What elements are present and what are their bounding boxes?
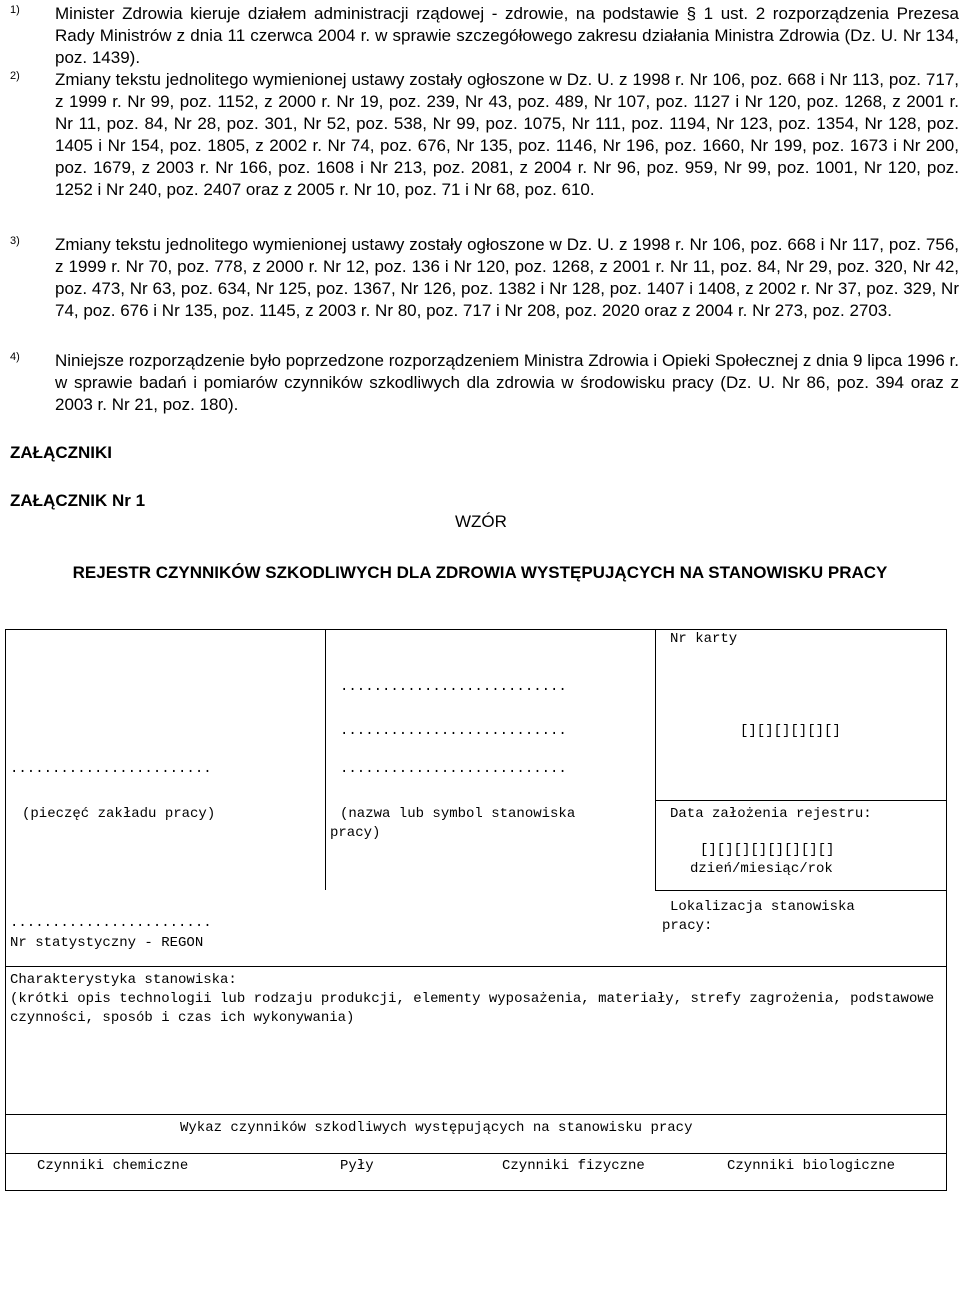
regon-dots[interactable]: ........................ bbox=[10, 915, 212, 931]
footnote-text: Zmiany tekstu jednolitego wymienionej ustawy zostały ogłoszone w Dz. U. z 1998 r. Nr 106, poz. 668 i Nr 113, poz. 717, z 1999 r. Nr 99, poz. 1152, z 2000 r. Nr 19, poz. 239, Nr 43, poz. 489, Nr 107, poz. 1127 i Nr 120, poz. 1268, z 2001 r. Nr 11, poz. 84, Nr 28, poz. 301, Nr 52, poz. 538, Nr 99, poz. 1075, Nr 111, poz. 1194, Nr 123, poz. 1354, Nr 128, poz. 1405 i Nr 154, poz. 1805, z 2002 r. Nr 74, poz. 676, Nr 135, poz. 1146, Nr 196, poz. 1660, Nr 199, poz. 1673 i Nr 200, poz. 1679, z 2003 r. Nr 166, poz. 1608 i Nr 213, poz. 2081, z 2004 r. Nr 96, poz. 959, Nr 99, poz. 1001, Nr 120, poz. 1252 i Nr 240, poz. 2407 oraz z 2005 r. Nr 10, poz. 71 i Nr 68, poz. 610. bbox=[55, 70, 959, 199]
wzor-label: WZÓR bbox=[455, 512, 507, 531]
footnote-number: 1) bbox=[10, 4, 20, 16]
form-divider-h-location bbox=[655, 890, 946, 891]
form-divider-h-main bbox=[5, 966, 947, 967]
column-pyly: Pyły bbox=[340, 1158, 374, 1174]
stanowisko-dots-1[interactable]: ........................... bbox=[340, 679, 567, 695]
footnote-number: 2) bbox=[10, 70, 20, 82]
zalaczniki-heading: ZAŁĄCZNIKI bbox=[10, 443, 112, 462]
data-zalozenia-boxes[interactable]: [][][][][][][][] bbox=[700, 842, 835, 858]
form-divider-v1 bbox=[325, 629, 326, 890]
pieczec-dots[interactable]: ........................ bbox=[10, 761, 212, 777]
footnote-number: 4) bbox=[10, 351, 20, 363]
data-zalozenia-label: Data założenia rejestru: bbox=[670, 806, 872, 822]
column-biologiczne: Czynniki biologiczne bbox=[727, 1158, 896, 1174]
lokalizacja-label: Lokalizacja stanowiska pracy: bbox=[662, 899, 855, 934]
column-fizyczne: Czynniki fizyczne bbox=[502, 1158, 645, 1174]
wykaz-heading: Wykaz czynników szkodliwych występujących na stanowisku pracy bbox=[180, 1120, 693, 1136]
stanowisko-dots-3[interactable]: ........................... bbox=[340, 761, 567, 777]
pieczec-label: (pieczęć zakładu pracy) bbox=[22, 806, 216, 822]
footnote-text: Zmiany tekstu jednolitego wymienionej ustawy zostały ogłoszone w Dz. U. z 1998 r. Nr 106, poz. 668 i Nr 117, poz. 756, z 1999 r. Nr 70, poz. 778, z 2000 r. Nr 12, poz. 136 i Nr 120, poz. 1268, z 2001 r. Nr 11, poz. 84, Nr 29, poz. 320, Nr 42, poz. 473, Nr 63, poz. 634, Nr 125, poz. 1367, Nr 126, poz. 1382 i Nr 128, poz. 1407 i 1408, z 2002 r. Nr 37, poz. 329, Nr 74, poz. 676 i Nr 135, poz. 1145, z 2003 r. Nr 80, poz. 717 i Nr 208, poz. 2020 oraz z 2004 r. Nr 273, poz. 2703. bbox=[55, 235, 959, 320]
regon-label: Nr statystyczny - REGON bbox=[10, 935, 204, 951]
data-format-label: dzień/miesiąc/rok bbox=[690, 861, 833, 877]
charakterystyka-description: (krótki opis technologii lub rodzaju produkcji, elementy wyposażenia, materiały, strefy zagrożenia, podstawowe czynności, sposób i czas ich wykonywania) bbox=[10, 991, 935, 1026]
form-divider-h-wykaz bbox=[5, 1114, 947, 1115]
footnote-number: 3) bbox=[10, 235, 20, 247]
form-divider-h-columns bbox=[5, 1153, 947, 1154]
footnote-text: Niniejsze rozporządzenie było poprzedzone rozporządzeniem Ministra Zdrowia i Opieki Społecznej z dnia 9 lipca 1996 r. w sprawie badań i pomiarów czynników szkodliwych dla zdrowia w środowisku pracy (Dz. U. Nr 86, poz. 394 oraz z 2003 r. Nr 21, poz. 180). bbox=[55, 351, 959, 414]
page-title: REJESTR CZYNNIKÓW SZKODLIWYCH DLA ZDROWIA WYSTĘPUJĄCYCH NA STANOWISKU PRACY bbox=[72, 563, 888, 582]
form-divider-h-date bbox=[655, 800, 946, 801]
form-border-bottom bbox=[5, 1190, 947, 1191]
form-border-left bbox=[5, 629, 6, 1190]
footnote-text: Minister Zdrowia kieruje działem administracji rządowej - zdrowie, na podstawie § 1 ust. 2 rozporządzenia Prezesa Rady Ministrów z dnia 11 czerwca 2004 r. w sprawie szczegółowego zakresu działania Ministra Zdrowia (Dz. U. Nr 134, poz. 1439). bbox=[55, 4, 959, 67]
nr-karty-label: Nr karty bbox=[670, 631, 738, 647]
column-chemiczne: Czynniki chemiczne bbox=[37, 1158, 189, 1174]
stanowisko-label: (nazwa lub symbol stanowiska pracy) bbox=[330, 806, 576, 841]
form-border-right bbox=[946, 629, 947, 1190]
zalacznik-nr1-heading: ZAŁĄCZNIK Nr 1 bbox=[10, 491, 146, 510]
nr-karty-boxes[interactable]: [][][][][][] bbox=[740, 723, 841, 739]
charakterystyka-label: Charakterystyka stanowiska: bbox=[10, 972, 237, 988]
form-divider-v2 bbox=[655, 629, 656, 890]
stanowisko-dots-2[interactable]: ........................... bbox=[340, 723, 567, 739]
form-border-top-left bbox=[5, 629, 655, 630]
